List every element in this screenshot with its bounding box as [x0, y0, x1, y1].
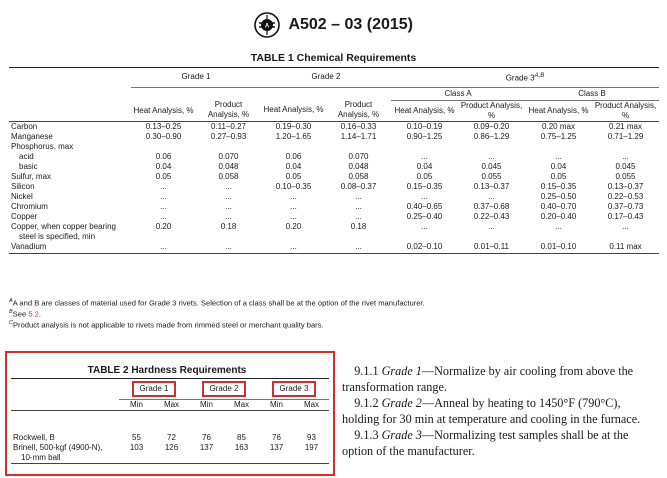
- row-label: Silicon: [11, 181, 35, 191]
- table-cell: ...: [488, 191, 495, 201]
- min-header: Min: [119, 400, 154, 411]
- para-number: 9.1.3: [354, 428, 379, 442]
- table-cell: 0.25–0.50: [540, 191, 577, 201]
- para-text: transformation range.: [342, 379, 447, 394]
- table-cell: 0.20: [155, 221, 172, 231]
- table-row: [9, 192, 659, 202]
- table-cell: ...: [488, 151, 495, 161]
- max-header: Max: [294, 400, 329, 411]
- para-text: —Normalizing test samples shall be at the: [421, 428, 629, 442]
- table-cell: 0.13–0.25: [145, 121, 182, 131]
- table-cell: 0.11–0.27: [211, 121, 246, 131]
- table-cell: 0.37–0.68: [473, 201, 510, 211]
- table-cell: 1.14–1.71: [340, 131, 377, 141]
- table-row: [9, 162, 659, 172]
- table-cell: ...: [421, 221, 428, 231]
- row-label: Sulfur, max: [11, 171, 52, 181]
- table2-title: TABLE 2 Hardness Requirements: [87, 365, 247, 376]
- chemical-requirements-table: [9, 67, 659, 254]
- table-row: [9, 152, 659, 162]
- table-cell: 197: [304, 443, 319, 452]
- table-cell: ...: [261, 242, 326, 254]
- class-a-header: Class A: [391, 87, 525, 100]
- table-cell: 0.18: [350, 221, 367, 231]
- para-text: option of the manufacturer.: [342, 443, 475, 458]
- heat-analysis-header: Heat Analysis, %: [394, 105, 455, 115]
- table-cell: [592, 232, 659, 242]
- grade1-header: Grade 1: [131, 68, 261, 88]
- table-cell: ...: [355, 211, 362, 221]
- table-cell: 0.13–0.37: [607, 181, 644, 191]
- table-cell: 0.17–0.43: [607, 211, 644, 221]
- grade3-hardness-header: Grade 3: [272, 381, 317, 397]
- table-row: [9, 222, 659, 232]
- para-number: 9.1.2: [354, 396, 379, 410]
- heat-analysis-header: Heat Analysis, %: [133, 105, 194, 115]
- table-cell: 0.15–0.35: [540, 181, 577, 191]
- table-cell: ...: [131, 242, 196, 254]
- row-label: Phosphorus, max: [11, 141, 74, 151]
- table-cell: [131, 232, 196, 242]
- footnote-c-mark: C: [9, 320, 13, 326]
- table-row: [9, 132, 659, 142]
- table-cell: 0.11 max: [592, 242, 659, 254]
- table-cell: 0.01–0.11: [458, 242, 525, 254]
- table-cell: 0.05: [285, 171, 302, 181]
- table-cell: ...: [160, 201, 167, 211]
- table-cell: ...: [622, 151, 629, 161]
- table-cell: 55: [132, 433, 141, 442]
- table-cell: 0.06: [155, 151, 172, 161]
- table-cell: [458, 232, 525, 242]
- table-row: [9, 172, 659, 182]
- table-cell: 0.86–1.29: [473, 131, 510, 141]
- svg-text:A: A: [264, 23, 270, 30]
- table-cell: 103: [129, 443, 144, 452]
- table-cell: [525, 232, 592, 242]
- table-cell: 0.058: [348, 171, 369, 181]
- table-cell: [458, 142, 525, 152]
- table-row: [9, 121, 659, 132]
- table-cell: [391, 232, 458, 242]
- product-analysis-header: Product Analysis, %: [460, 100, 523, 120]
- row-label: Copper: [11, 211, 38, 221]
- table-cell: 0.30–0.90: [145, 131, 182, 141]
- table-cell: 85: [237, 433, 246, 442]
- row-label: 10-mm ball: [11, 453, 119, 464]
- table-cell: 0.40–0.70: [540, 201, 577, 211]
- min-header: Min: [259, 400, 294, 411]
- table-cell: 126: [164, 443, 179, 452]
- table-cell: 0.19–0.30: [275, 121, 312, 131]
- table-cell: 0.15–0.35: [406, 181, 443, 191]
- row-label: Rockwell, B: [13, 433, 55, 442]
- footnote-b-mark: B: [9, 309, 13, 315]
- table-cell: 0.18: [220, 221, 237, 231]
- table-cell: 0.04: [550, 161, 567, 171]
- table-cell: 0.20 max: [542, 121, 575, 131]
- row-label: basic: [19, 161, 38, 171]
- table-cell: [391, 142, 458, 152]
- table-cell: 0.048: [218, 161, 239, 171]
- table-cell: 0.25–0.40: [406, 211, 443, 221]
- paragraph-9-1-2: [342, 396, 660, 427]
- table-cell: ...: [355, 201, 362, 211]
- table-cell: 76: [272, 433, 281, 442]
- table-cell: ...: [290, 191, 297, 201]
- table-cell: 0.20: [285, 221, 302, 231]
- table-cell: ...: [421, 151, 428, 161]
- table-cell: 163: [234, 443, 249, 452]
- table-cell: [525, 142, 592, 152]
- table-cell: ...: [290, 211, 297, 221]
- para-grade: Grade 2: [381, 396, 422, 410]
- table-cell: 0.01–0.10: [525, 242, 592, 254]
- table-cell: [154, 453, 189, 464]
- table-row: [11, 433, 329, 443]
- table-cell: ...: [326, 242, 391, 254]
- table-cell: 0.71–1.29: [607, 131, 644, 141]
- table-cell: ...: [555, 221, 562, 231]
- document-number: A502 – 03 (2015): [288, 16, 413, 33]
- table-cell: 0.21 max: [609, 121, 642, 131]
- table-cell: 0.055: [481, 171, 502, 181]
- table-cell: [224, 453, 259, 464]
- table-cell: ...: [160, 191, 167, 201]
- footnote-b-post: .: [38, 309, 41, 319]
- table-cell: 0.27–0.93: [210, 131, 247, 141]
- footnote-b-pre: See: [12, 309, 27, 319]
- table-cell: ...: [225, 181, 232, 191]
- table-cell: [592, 142, 659, 152]
- table-cell: ...: [225, 211, 232, 221]
- table-row: [9, 232, 659, 242]
- para-grade: Grade 3: [381, 428, 422, 442]
- para-text: holding for 30 min at temperature and cooling in the furnace.: [342, 411, 641, 426]
- table-cell: 76: [202, 433, 211, 442]
- table-cell: ...: [290, 201, 297, 211]
- grade1-hardness-header: Grade 1: [132, 381, 177, 397]
- row-label: Carbon: [11, 121, 38, 131]
- table-cell: ...: [160, 181, 167, 191]
- table-cell: 0.02–0.10: [391, 242, 458, 254]
- table-cell: 93: [307, 433, 316, 442]
- table-cell: 0.06: [285, 151, 302, 161]
- table-cell: [259, 453, 294, 464]
- table-cell: 137: [269, 443, 284, 452]
- footnote-c: [9, 318, 324, 331]
- table-cell: 0.10–0.19: [406, 121, 443, 131]
- row-label: Copper, when copper bearing: [11, 221, 116, 231]
- row-label: Vanadium: [9, 242, 131, 254]
- product-analysis-header: Product Analysis, %: [207, 100, 250, 120]
- table-row: [9, 242, 659, 254]
- table-cell: 137: [199, 443, 214, 452]
- table-cell: 0.40–0.65: [406, 201, 443, 211]
- table-cell: ...: [488, 221, 495, 231]
- table-cell: 72: [167, 433, 176, 442]
- para-grade: Grade 1: [381, 364, 422, 378]
- max-header: Max: [224, 400, 259, 411]
- table-row: [11, 443, 329, 453]
- table-cell: 0.04: [416, 161, 433, 171]
- table-cell: 0.070: [218, 151, 239, 161]
- astm-logo-icon: [254, 12, 280, 38]
- table-cell: ...: [622, 221, 629, 231]
- grade2-hardness-header: Grade 2: [202, 381, 247, 397]
- table-cell: 0.75–1.25: [540, 131, 577, 141]
- row-label: Brinell, 500-kgf (4900-N),: [13, 443, 103, 452]
- footnote-c-text: Product analysis is not applicable to rivets made from rimmed steel or merchant quality bars.: [12, 320, 324, 330]
- para-text: —Normalize by air cooling from above the: [421, 364, 634, 378]
- table-cell: 0.10–0.35: [275, 181, 312, 191]
- table-cell: 0.055: [615, 171, 636, 181]
- grade3-header: [391, 68, 659, 88]
- footnote-a: [9, 296, 425, 309]
- table-cell: 0.37–0.73: [607, 201, 644, 211]
- table-cell: ...: [225, 201, 232, 211]
- table-cell: 1.20–1.65: [275, 131, 312, 141]
- table-cell: 0.058: [218, 171, 239, 181]
- table-cell: ...: [160, 211, 167, 221]
- min-header: Min: [189, 400, 224, 411]
- table-cell: 0.070: [348, 151, 369, 161]
- para-text: —Anneal by heating to 1450°F (790°C),: [421, 396, 621, 410]
- table-cell: [196, 142, 261, 152]
- table-cell: [131, 142, 196, 152]
- table-cell: [261, 142, 326, 152]
- grade2-header: Grade 2: [261, 68, 391, 88]
- table-cell: ...: [225, 191, 232, 201]
- table-cell: 0.05: [550, 171, 567, 181]
- table-cell: 0.045: [615, 161, 636, 171]
- table-cell: ...: [355, 191, 362, 201]
- footnote-a-mark: A: [9, 298, 13, 304]
- table-cell: [119, 453, 154, 464]
- table-cell: ...: [421, 191, 428, 201]
- table-cell: 0.048: [348, 161, 369, 171]
- table-cell: 0.08–0.37: [340, 181, 377, 191]
- table-cell: 0.04: [155, 161, 172, 171]
- heat-analysis-header: Heat Analysis, %: [263, 105, 324, 115]
- row-label: steel is specified, min: [19, 231, 96, 241]
- table-cell: 0.22–0.43: [473, 211, 510, 221]
- table-row: [9, 212, 659, 222]
- row-label: acid: [19, 151, 34, 161]
- row-label: Nickel: [11, 191, 33, 201]
- table-cell: 0.22–0.53: [607, 191, 644, 201]
- table-cell: [189, 453, 224, 464]
- paragraph-9-1-1: [342, 364, 660, 395]
- table-cell: 0.045: [481, 161, 502, 171]
- table-cell: [326, 232, 391, 242]
- heat-analysis-header: Heat Analysis, %: [528, 105, 589, 115]
- table-cell: 0.20–0.40: [540, 211, 577, 221]
- table-cell: 0.13–0.37: [473, 181, 510, 191]
- table-cell: 0.05: [416, 171, 433, 181]
- document-header: [0, 12, 667, 38]
- section-5-2-link[interactable]: 5.2: [28, 309, 39, 319]
- table-cell: [261, 232, 326, 242]
- table-cell: 0.05: [155, 171, 172, 181]
- row-label: Chromium: [11, 201, 48, 211]
- table-cell: 0.04: [285, 161, 302, 171]
- max-header: Max: [154, 400, 189, 411]
- hardness-requirements-table: [11, 378, 329, 464]
- table-row: [9, 142, 659, 152]
- product-analysis-header: Product Analysis, %: [337, 100, 380, 120]
- table-row: [9, 202, 659, 212]
- table-cell: 0.16–0.33: [340, 121, 377, 131]
- paragraph-9-1-3: [342, 428, 660, 459]
- table1-title: TABLE 1 Chemical Requirements: [250, 52, 417, 64]
- table-cell: [294, 453, 329, 464]
- table-cell: 0.90–1.25: [406, 131, 443, 141]
- row-label: Manganese: [11, 131, 53, 141]
- table-cell: [196, 232, 261, 242]
- table-cell: 0.09–0.20: [473, 121, 510, 131]
- class-b-header: Class B: [525, 87, 659, 100]
- product-analysis-header: Product Analysis, %: [594, 100, 657, 120]
- footnote-a-text: A and B are classes of material used for Grade 3 rivets. Selection of a class shall be at the option of the rivet manufacturer.: [12, 298, 425, 308]
- grade3-footnote-mark: A,B: [534, 73, 545, 79]
- table-cell: [326, 142, 391, 152]
- para-number: 9.1.1: [354, 364, 379, 378]
- table-row: [9, 182, 659, 192]
- table-cell: ...: [196, 242, 261, 254]
- table-cell: ...: [555, 151, 562, 161]
- grade3-label: Grade 3: [505, 73, 535, 83]
- table-row: [11, 453, 329, 464]
